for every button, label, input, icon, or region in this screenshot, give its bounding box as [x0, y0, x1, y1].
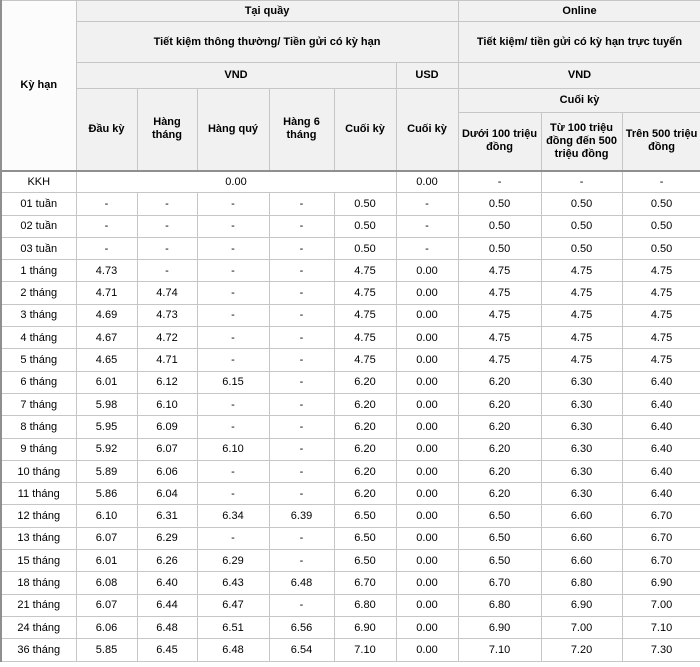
rate-cell: 6.90: [458, 616, 541, 638]
rate-cell: 0.00: [396, 416, 458, 438]
table-row: [1, 438, 700, 460]
rate-cell: 6.51: [197, 616, 269, 638]
term-label: 2 tháng: [1, 282, 76, 304]
header-term: Kỳ hạn: [1, 1, 76, 171]
rate-cell: 6.15: [197, 371, 269, 393]
rate-cell: 6.70: [622, 550, 700, 572]
rate-cell: -: [622, 171, 700, 193]
rate-cell: -: [197, 483, 269, 505]
rate-cell: 6.70: [622, 527, 700, 549]
rate-cell: 4.75: [334, 260, 396, 282]
rate-cell: -: [197, 349, 269, 371]
rate-cell: 6.40: [622, 416, 700, 438]
rate-cell: 0.50: [541, 237, 622, 259]
rate-cell: 0.00: [396, 260, 458, 282]
table-row: [1, 193, 700, 215]
table-row: [1, 572, 700, 594]
rate-cell: 6.12: [137, 371, 197, 393]
rate-cell: 4.75: [622, 260, 700, 282]
rate-cell: 0.50: [541, 193, 622, 215]
rate-cell: -: [76, 193, 137, 215]
rate-cell: -: [269, 371, 334, 393]
rate-cell: 6.56: [269, 616, 334, 638]
rate-cell: 0.50: [334, 215, 396, 237]
header-col-hang-6-thang: Hàng 6 tháng: [269, 89, 334, 171]
rate-cell: 0.50: [541, 215, 622, 237]
rate-cell: 6.20: [458, 438, 541, 460]
rate-cell: 6.30: [541, 416, 622, 438]
rate-cell: 6.60: [541, 505, 622, 527]
rate-cell: 6.54: [269, 639, 334, 661]
header-col-tren-500: Trên 500 triệu đồng: [622, 113, 700, 171]
rate-cell: 4.75: [541, 282, 622, 304]
rate-cell: 4.75: [458, 327, 541, 349]
rate-cell: 6.80: [334, 594, 396, 616]
rate-cell: -: [137, 237, 197, 259]
table-row: [1, 393, 700, 415]
rate-cell: 7.30: [622, 639, 700, 661]
rate-cell: 6.20: [458, 416, 541, 438]
header-col-cuoi-ky-vnd: Cuối kỳ: [334, 89, 396, 171]
header-row-channel: [1, 1, 700, 22]
rate-cell: -: [269, 193, 334, 215]
rate-cell: 6.30: [541, 371, 622, 393]
table-row: [1, 594, 700, 616]
rate-cell: 6.44: [137, 594, 197, 616]
rate-cell: 6.50: [334, 527, 396, 549]
rate-cell: -: [541, 171, 622, 193]
term-label: 9 tháng: [1, 438, 76, 460]
rate-cell: 6.80: [541, 572, 622, 594]
rate-cell: 6.06: [137, 460, 197, 482]
rate-table-body: [1, 171, 700, 662]
rate-cell: 0.00: [396, 483, 458, 505]
rate-cell: 0.50: [334, 193, 396, 215]
rate-cell: 6.90: [541, 594, 622, 616]
rate-cell: 6.20: [334, 371, 396, 393]
rate-cell: 6.06: [76, 616, 137, 638]
term-label: 11 tháng: [1, 483, 76, 505]
rate-cell: 5.85: [76, 639, 137, 661]
header-col-hang-quy: Hàng quý: [197, 89, 269, 171]
rate-cell: 4.75: [334, 349, 396, 371]
term-label: 15 tháng: [1, 550, 76, 572]
rate-cell: 6.70: [622, 505, 700, 527]
term-label: 12 tháng: [1, 505, 76, 527]
rate-cell: 0.00: [396, 282, 458, 304]
rate-cell: 4.67: [76, 327, 137, 349]
rate-cell: -: [269, 550, 334, 572]
rate-cell: 6.48: [269, 572, 334, 594]
table-row: [1, 349, 700, 371]
rate-cell: 6.40: [622, 438, 700, 460]
rate-cell: 6.48: [137, 616, 197, 638]
table-row: [1, 505, 700, 527]
rate-cell: 6.04: [137, 483, 197, 505]
table-row: [1, 371, 700, 393]
rate-cell: -: [396, 237, 458, 259]
rate-cell: 0.00: [396, 327, 458, 349]
header-product-counter: Tiết kiệm thông thường/ Tiền gửi có kỳ hạn: [76, 22, 458, 63]
rate-cell: 6.40: [622, 460, 700, 482]
rate-cell: 6.50: [334, 505, 396, 527]
rate-cell: 6.07: [76, 527, 137, 549]
rate-cell: 6.20: [334, 438, 396, 460]
rate-cell: 4.69: [76, 304, 137, 326]
term-label: 6 tháng: [1, 371, 76, 393]
table-row: [1, 550, 700, 572]
rate-cell: 6.30: [541, 483, 622, 505]
rate-cell: 6.20: [458, 483, 541, 505]
rate-cell: 6.07: [76, 594, 137, 616]
rate-cell: 6.39: [269, 505, 334, 527]
rate-cell: -: [197, 460, 269, 482]
table-row: [1, 616, 700, 638]
term-label: KKH: [1, 171, 76, 193]
rate-cell: 0.50: [622, 193, 700, 215]
rate-cell: 6.08: [76, 572, 137, 594]
rate-cell: 0.00: [396, 393, 458, 415]
rate-cell: 0.00: [396, 438, 458, 460]
rate-cell: 4.75: [622, 327, 700, 349]
rate-cell: 4.75: [541, 327, 622, 349]
header-currency-vnd: VND: [76, 63, 396, 89]
rate-cell: 5.95: [76, 416, 137, 438]
rate-cell: 6.60: [541, 550, 622, 572]
rate-cell: 6.20: [334, 460, 396, 482]
rate-cell: 0.00: [396, 371, 458, 393]
rate-cell: -: [76, 215, 137, 237]
rate-cell: 6.45: [137, 639, 197, 661]
rate-cell: -: [197, 215, 269, 237]
rate-cell: 7.00: [622, 594, 700, 616]
rate-cell: 4.71: [137, 349, 197, 371]
rate-cell: 5.92: [76, 438, 137, 460]
rate-cell: 0.00: [396, 572, 458, 594]
rate-cell: 6.09: [137, 416, 197, 438]
rate-cell: -: [269, 349, 334, 371]
table-row: [1, 639, 700, 661]
header-channel-counter: Tại quầy: [76, 1, 458, 22]
rate-cell: 6.43: [197, 572, 269, 594]
rate-cell: -: [137, 215, 197, 237]
rate-cell: 0.00: [396, 594, 458, 616]
rate-cell: 6.20: [334, 416, 396, 438]
rate-cell: 0.00: [396, 505, 458, 527]
rate-cell: 6.50: [334, 550, 396, 572]
rate-cell: -: [269, 393, 334, 415]
rate-cell: 0.50: [458, 237, 541, 259]
rate-cell: -: [137, 260, 197, 282]
term-label: 5 tháng: [1, 349, 76, 371]
rate-cell: -: [269, 282, 334, 304]
rate-cell: -: [76, 237, 137, 259]
rate-cell: -: [269, 327, 334, 349]
rate-cell: 4.65: [76, 349, 137, 371]
rate-cell: -: [269, 594, 334, 616]
rate-cell: 6.80: [458, 594, 541, 616]
header-currency-vnd-online: VND: [458, 63, 700, 89]
rate-cell: -: [269, 483, 334, 505]
rate-cell: -: [269, 438, 334, 460]
rate-cell: 4.75: [334, 327, 396, 349]
rate-cell: 0.50: [458, 215, 541, 237]
rate-cell: 4.75: [458, 260, 541, 282]
rate-cell: 0.00: [396, 616, 458, 638]
rate-cell: 6.47: [197, 594, 269, 616]
rate-cell: 6.10: [137, 393, 197, 415]
rate-cell: 0.00: [396, 349, 458, 371]
rate-cell: 4.71: [76, 282, 137, 304]
rate-cell: 7.10: [622, 616, 700, 638]
rate-cell: 6.26: [137, 550, 197, 572]
rate-cell: 6.40: [622, 371, 700, 393]
header-col-dau-ky: Đầu kỳ: [76, 89, 137, 171]
rate-cell: 6.34: [197, 505, 269, 527]
table-row: [1, 260, 700, 282]
rate-cell: 6.29: [197, 550, 269, 572]
table-row: [1, 304, 700, 326]
rate-cell: 6.40: [622, 483, 700, 505]
rate-cell: -: [269, 237, 334, 259]
rate-cell: 6.10: [76, 505, 137, 527]
rate-cell: 6.70: [334, 572, 396, 594]
rate-cell: 4.72: [137, 327, 197, 349]
header-col-cuoi-ky-usd: Cuối kỳ: [396, 89, 458, 171]
rate-cell: 6.01: [76, 371, 137, 393]
rate-cell: -: [197, 416, 269, 438]
rate-cell: 0.50: [334, 237, 396, 259]
rate-cell: 0.00: [396, 171, 458, 193]
rate-cell: -: [197, 527, 269, 549]
rate-cell: -: [137, 193, 197, 215]
rate-cell: -: [197, 237, 269, 259]
rate-cell: 6.30: [541, 393, 622, 415]
term-label: 24 tháng: [1, 616, 76, 638]
rate-cell: 6.90: [334, 616, 396, 638]
rate-cell: 6.20: [334, 483, 396, 505]
header-col-tu-100-500: Từ 100 triệu đồng đến 500 triệu đồng: [541, 113, 622, 171]
rate-cell: 7.20: [541, 639, 622, 661]
rate-cell: 6.30: [541, 460, 622, 482]
table-row: [1, 527, 700, 549]
rate-cell: -: [197, 327, 269, 349]
rate-cell: 4.75: [458, 282, 541, 304]
rate-cell: 0.00: [396, 527, 458, 549]
rate-cell: 6.50: [458, 505, 541, 527]
rate-cell: 4.75: [541, 349, 622, 371]
rate-cell: 4.75: [334, 282, 396, 304]
rate-cell: 4.73: [137, 304, 197, 326]
rate-cell: 0.00: [396, 460, 458, 482]
rate-cell: -: [269, 260, 334, 282]
term-label: 02 tuần: [1, 215, 76, 237]
rate-cell: 6.30: [541, 438, 622, 460]
rate-cell: -: [396, 193, 458, 215]
rate-cell: 6.01: [76, 550, 137, 572]
table-row: [1, 215, 700, 237]
rate-cell: -: [197, 304, 269, 326]
rate-cell: 7.10: [458, 639, 541, 661]
rate-cell: 6.50: [458, 550, 541, 572]
rate-cell: 6.31: [137, 505, 197, 527]
rate-cell: 6.70: [458, 572, 541, 594]
rate-cell: 6.29: [137, 527, 197, 549]
term-label: 01 tuần: [1, 193, 76, 215]
header-row-product: [1, 22, 700, 63]
term-label: 18 tháng: [1, 572, 76, 594]
rate-cell: 6.20: [458, 460, 541, 482]
term-label: 21 tháng: [1, 594, 76, 616]
term-label: 8 tháng: [1, 416, 76, 438]
header-row-currency: [1, 63, 700, 89]
rate-cell: 6.90: [622, 572, 700, 594]
rate-cell: -: [269, 215, 334, 237]
rate-cell: 4.75: [622, 349, 700, 371]
rate-cell: 0.00: [396, 639, 458, 661]
term-label: 1 tháng: [1, 260, 76, 282]
rate-cell: 5.98: [76, 393, 137, 415]
table-row: [1, 237, 700, 259]
table-row: [1, 171, 700, 193]
term-label: 7 tháng: [1, 393, 76, 415]
rate-cell: 0.50: [458, 193, 541, 215]
rate-cell: 4.75: [622, 282, 700, 304]
rate-cell: 6.20: [458, 393, 541, 415]
rate-cell: -: [458, 171, 541, 193]
table-row: [1, 282, 700, 304]
term-label: 03 tuần: [1, 237, 76, 259]
rate-cell: 0.00: [396, 550, 458, 572]
term-label: 13 tháng: [1, 527, 76, 549]
rate-cell: 7.00: [541, 616, 622, 638]
rate-cell: 7.10: [334, 639, 396, 661]
term-label: 4 tháng: [1, 327, 76, 349]
rate-cell: 6.60: [541, 527, 622, 549]
table-row: [1, 416, 700, 438]
rate-cell: 5.89: [76, 460, 137, 482]
rate-cell: 4.75: [334, 304, 396, 326]
rate-cell: 6.50: [458, 527, 541, 549]
rate-cell: 0.00: [76, 171, 396, 193]
header-currency-usd: USD: [396, 63, 458, 89]
rate-cell: -: [269, 304, 334, 326]
term-label: 36 tháng: [1, 639, 76, 661]
rate-cell: 0.50: [622, 215, 700, 237]
rate-cell: 0.50: [622, 237, 700, 259]
rate-cell: -: [269, 416, 334, 438]
rate-cell: -: [197, 260, 269, 282]
rate-cell: 4.75: [458, 349, 541, 371]
header-online-cuoi-ky: Cuối kỳ: [458, 89, 700, 113]
rate-cell: 4.74: [137, 282, 197, 304]
rate-cell: 4.75: [622, 304, 700, 326]
rate-cell: 6.10: [197, 438, 269, 460]
rate-cell: 4.75: [458, 304, 541, 326]
rate-cell: 6.48: [197, 639, 269, 661]
term-label: 3 tháng: [1, 304, 76, 326]
rate-cell: -: [269, 527, 334, 549]
rate-cell: -: [396, 215, 458, 237]
header-row-payout: [1, 89, 700, 113]
rate-cell: 4.73: [76, 260, 137, 282]
rate-cell: 6.20: [334, 393, 396, 415]
rate-cell: 6.20: [458, 371, 541, 393]
rate-cell: -: [197, 393, 269, 415]
table-row: [1, 327, 700, 349]
rate-cell: -: [197, 193, 269, 215]
rate-cell: 5.86: [76, 483, 137, 505]
rate-cell: 4.75: [541, 260, 622, 282]
rate-cell: -: [197, 282, 269, 304]
header-col-hang-thang: Hàng tháng: [137, 89, 197, 171]
header-product-online: Tiết kiệm/ tiền gửi có kỳ hạn trực tuyến: [458, 22, 700, 63]
table-row: [1, 460, 700, 482]
table-header: [1, 1, 700, 171]
rate-cell: 4.75: [541, 304, 622, 326]
rate-cell: 6.40: [137, 572, 197, 594]
rate-cell: -: [269, 460, 334, 482]
header-col-duoi-100: Dưới 100 triệu đồng: [458, 113, 541, 171]
rate-cell: 6.07: [137, 438, 197, 460]
term-label: 10 tháng: [1, 460, 76, 482]
header-channel-online: Online: [458, 1, 700, 22]
table-row: [1, 483, 700, 505]
rate-cell: 6.40: [622, 393, 700, 415]
rate-cell: 0.00: [396, 304, 458, 326]
